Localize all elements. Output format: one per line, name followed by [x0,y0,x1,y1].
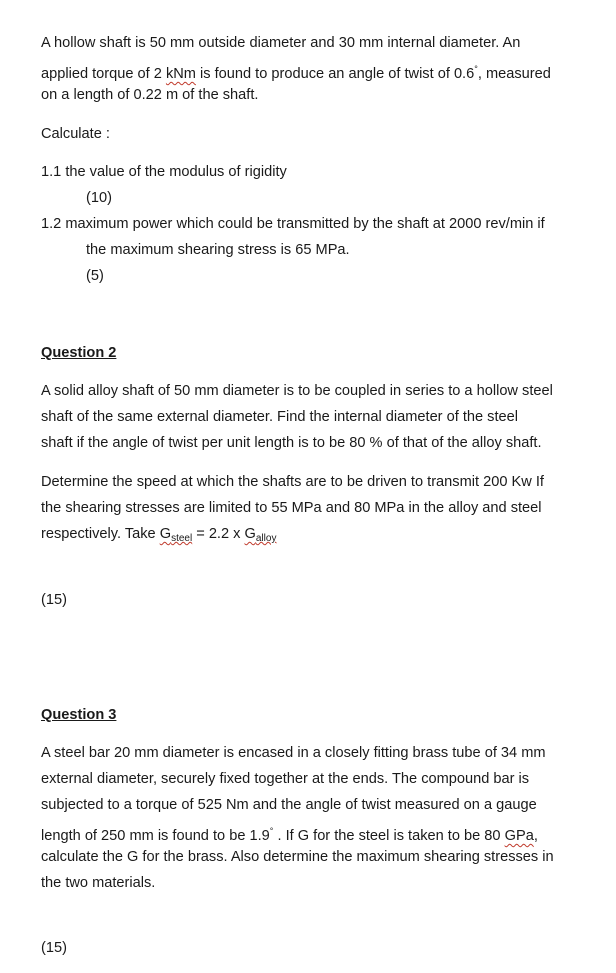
q1-text-line-3: on a length of 0.22 m of the shaft. [41,87,259,103]
q2-g-alloy-letter: G [244,526,256,542]
q2-p1-line-1: A solid alloy shaft of 50 mm diameter is to be coupled in series to a hollow steel [41,383,553,399]
q1-part-2-line-2: the maximum shearing stress is 65 MPa. [86,242,350,258]
q2-p2-line-1: Determine the speed at which the shafts are to be driven to transmit 200 Kw If [41,474,544,490]
q1-line2-pre: applied torque of 2 [41,66,166,82]
q1-calculate-label: Calculate : [41,126,110,142]
q2-p2-line-3 [41,524,276,549]
q2-g-steel [160,526,192,542]
q3-text-line-1: A steel bar 20 mm diameter is encased in a closely fitting brass tube of 34 mm [41,745,546,761]
q3-text-line-3: subjected to a torque of 525 Nm and the angle of twist measured on a gauge [41,797,537,813]
q1-line2-post: , measured [477,66,551,82]
q1-degree-symbol: ° [474,64,478,74]
q3-text-line-4 [41,821,538,846]
q2-equation-mid: = 2.2 x [192,526,245,542]
q3-marks: (15) [41,940,67,956]
q2-p1-line-3: shaft if the angle of twist per unit length is to be 80 % of that of the alloy shaft. [41,435,542,451]
q3-line4-mid: . If G for the steel is taken to be 80 [273,828,505,844]
q3-text-line-2: external diameter, securely fixed together at the ends. The compound bar is [41,771,530,787]
q1-part-1-marks: (10) [86,190,112,206]
q3-text-line-6: the two materials. [41,875,156,891]
q1-text-line-2 [41,59,551,84]
q1-line2-mid: is found to produce an angle of twist of 0.6 [195,66,475,82]
q1-text-line-1: A hollow shaft is 50 mm outside diameter and 30 mm internal diameter. An [41,35,521,51]
q2-heading: Question 2 [41,345,117,361]
q2-g-steel-subscript: steel [171,533,193,544]
q2-g-alloy-subscript: alloy [255,533,277,544]
q2-line3-pre: respectively. Take [41,526,160,542]
q2-g-alloy [245,526,277,542]
q3-gpa-unit: GPa [504,828,534,844]
q1-part-2-marks: (5) [86,268,104,284]
q2-g-steel-letter: G [159,526,172,542]
q1-torque-unit: kNm [165,66,196,82]
q3-heading: Question 3 [41,707,117,723]
q3-line4-post: , [533,828,538,844]
q1-part-1: 1.1 the value of the modulus of rigidity [41,164,287,180]
q3-line4-pre: length of 250 mm is found to be 1.9 [41,828,270,844]
q3-degree-symbol: ° [269,826,274,836]
q2-p1-line-2: shaft of the same external diameter. Find the internal diameter of the steel [41,409,518,425]
q2-marks: (15) [41,592,67,608]
q1-part-2-line-1: 1.2 maximum power which could be transmitted by the shaft at 2000 rev/min if [41,216,545,232]
q2-p2-line-2: the shearing stresses are limited to 55 MPa and 80 MPa in the alloy and steel [41,500,542,516]
q3-text-line-5: calculate the G for the brass. Also determine the maximum shearing stresses in [41,849,554,865]
